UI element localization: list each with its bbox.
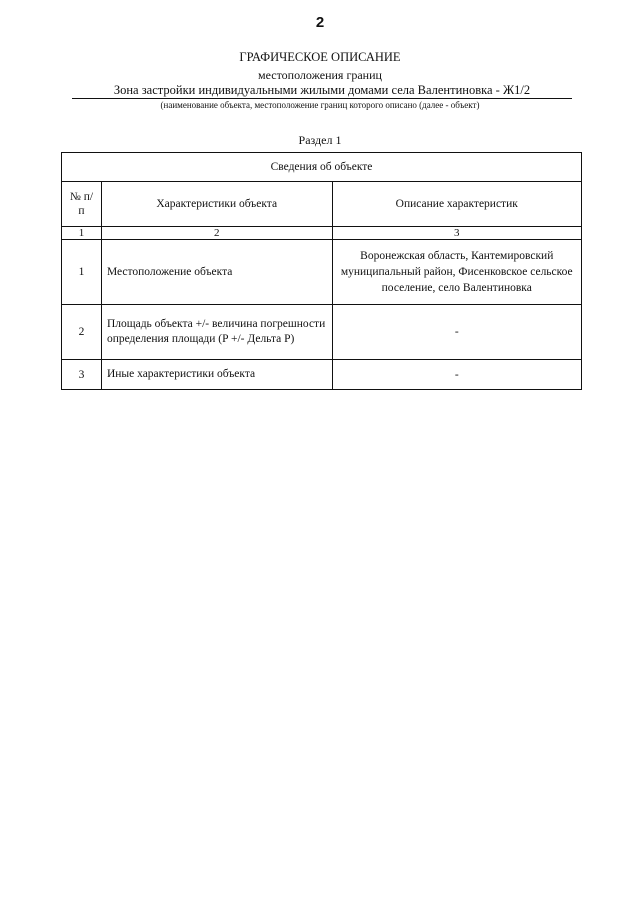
row-characteristic: Местоположение объекта: [101, 240, 332, 305]
object-name: Зона застройки индивидуальными жилыми домами села Валентиновка - Ж1/2: [72, 83, 572, 99]
row-description: Воронежская область, Кантемировский муниципальный район, Фисенковское сельское поселение, село Валентиновка: [332, 240, 582, 305]
row-number: 3: [62, 360, 102, 390]
page-number: 2: [315, 14, 325, 31]
row-description: -: [332, 305, 582, 360]
table-caption: Сведения об объекте: [62, 153, 582, 182]
table-row: [62, 305, 582, 360]
row-number: 1: [62, 240, 102, 305]
document-title: ГРАФИЧЕСКОЕ ОПИСАНИЕ: [239, 50, 401, 64]
object-info-table: [61, 152, 582, 390]
table-row: [62, 360, 582, 390]
document-subtitle: местоположения границ: [258, 68, 382, 82]
header-num: № п/п: [62, 182, 102, 227]
column-numbers-row: [62, 227, 582, 240]
table-header-row: [62, 182, 582, 227]
row-number: 2: [62, 305, 102, 360]
column-number: 3: [332, 227, 582, 240]
column-number: 2: [101, 227, 332, 240]
header-characteristic: Характеристики объекта: [101, 182, 332, 227]
section-label: Раздел 1: [298, 133, 342, 147]
row-characteristic: Площадь объекта +/- величина погрешности определения площади (P +/- Дельта P): [101, 305, 332, 360]
column-number: 1: [62, 227, 102, 240]
header-description: Описание характеристик: [332, 182, 582, 227]
table-caption-row: [62, 153, 582, 182]
row-characteristic: Иные характеристики объекта: [101, 360, 332, 390]
row-description: -: [332, 360, 582, 390]
object-name-caption: (наименование объекта, местоположение границ которого описано (далее - объект): [160, 100, 480, 110]
table-row: [62, 240, 582, 305]
